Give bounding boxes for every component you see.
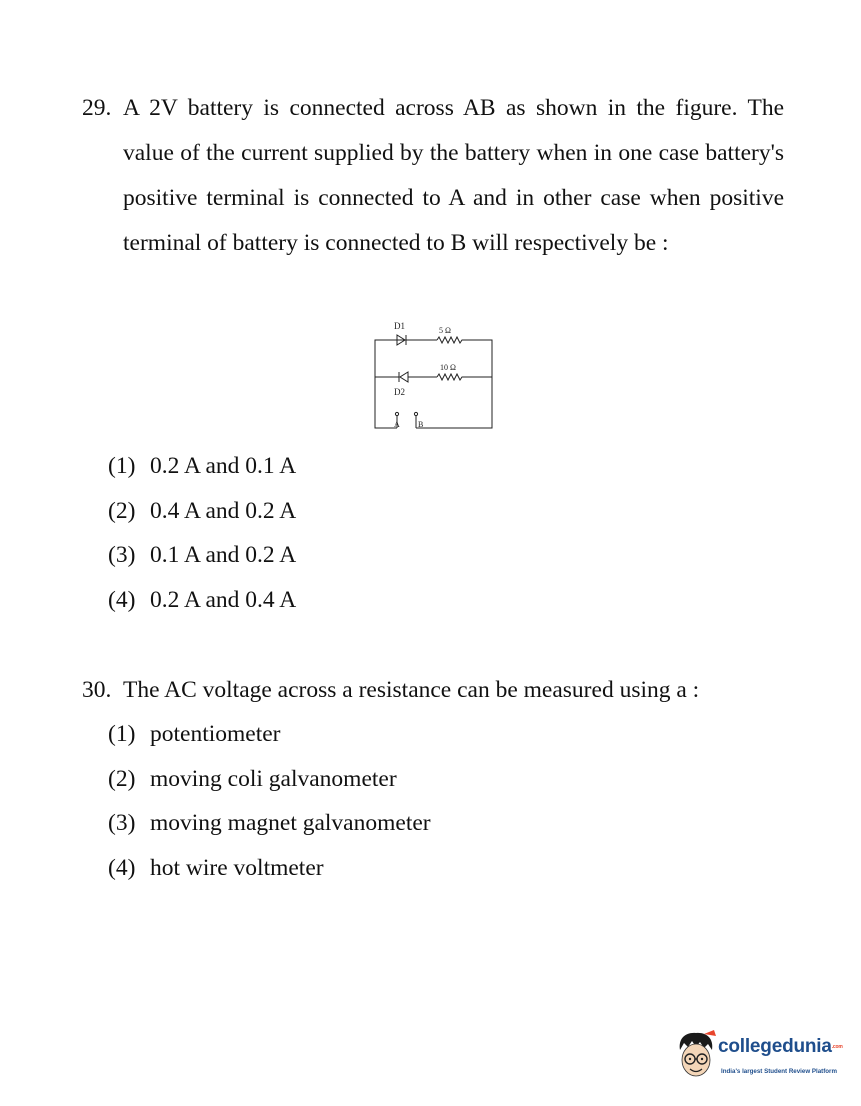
- option-3[interactable]: [108, 533, 296, 578]
- option-number: (4): [108, 855, 136, 882]
- option-number: (3): [108, 542, 136, 569]
- terminal-b: [414, 412, 417, 415]
- option-1[interactable]: [108, 444, 296, 489]
- option-number: (2): [108, 497, 136, 524]
- diode-d1-symbol: [397, 335, 437, 345]
- option-text: 0.2 A and 0.1 A: [150, 453, 297, 479]
- question-30-options: [108, 712, 431, 891]
- collegedunia-logo: [670, 1024, 850, 1088]
- option-text: 0.1 A and 0.2 A: [150, 542, 297, 569]
- mascot-icon: [674, 1028, 718, 1084]
- diode-d2-symbol: [397, 372, 437, 382]
- brand-suffix: .com: [831, 1043, 843, 1050]
- option-3[interactable]: [108, 801, 431, 846]
- brand-name: collegedunia.com: [718, 1036, 843, 1057]
- option-text: 0.4 A and 0.2 A: [150, 497, 297, 524]
- option-2[interactable]: [108, 757, 431, 802]
- question-30: [82, 668, 699, 713]
- option-4[interactable]: [108, 846, 431, 891]
- question-29-stem: [82, 86, 784, 266]
- question-text: The AC voltage across a resistance can be measured using a :: [123, 677, 700, 703]
- question-number: 30.: [82, 677, 112, 703]
- circuit-diagram: [367, 318, 497, 436]
- r1-label: 5 Ω: [439, 326, 451, 335]
- d1-label: D1: [394, 321, 405, 331]
- option-text: potentiometer: [150, 721, 281, 747]
- b-label: B: [418, 420, 424, 429]
- resistor-5-ohm-symbol: [437, 337, 478, 343]
- resistor-10-ohm-symbol: [437, 374, 478, 380]
- question-text: A 2V battery is connected across AB as shown in the figure. The value of the current supplied by the battery when in one case battery's positive terminal is connected to A and in other case when positive terminal of battery is connected to B will respectively be :: [123, 95, 784, 256]
- option-number: (3): [108, 810, 136, 837]
- option-number: (2): [108, 765, 136, 792]
- option-4[interactable]: [108, 578, 296, 623]
- brand-tagline: India's largest Student Review Platform: [721, 1068, 837, 1075]
- option-text: moving coli galvanometer: [150, 765, 397, 792]
- option-number: (1): [108, 721, 136, 747]
- option-2[interactable]: [108, 489, 296, 534]
- question-29: [82, 86, 784, 266]
- d2-label: D2: [394, 387, 405, 397]
- option-text: 0.2 A and 0.4 A: [150, 587, 297, 614]
- option-text: hot wire voltmeter: [150, 855, 324, 882]
- r2-label: 10 Ω: [440, 363, 456, 372]
- question-29-options: [108, 444, 296, 623]
- option-text: moving magnet galvanometer: [150, 810, 431, 837]
- terminal-a: [395, 412, 398, 415]
- option-number: (4): [108, 587, 136, 614]
- option-number: (1): [108, 453, 136, 479]
- option-1[interactable]: [108, 712, 431, 757]
- a-label: A: [394, 420, 400, 429]
- question-number: 29.: [82, 95, 112, 121]
